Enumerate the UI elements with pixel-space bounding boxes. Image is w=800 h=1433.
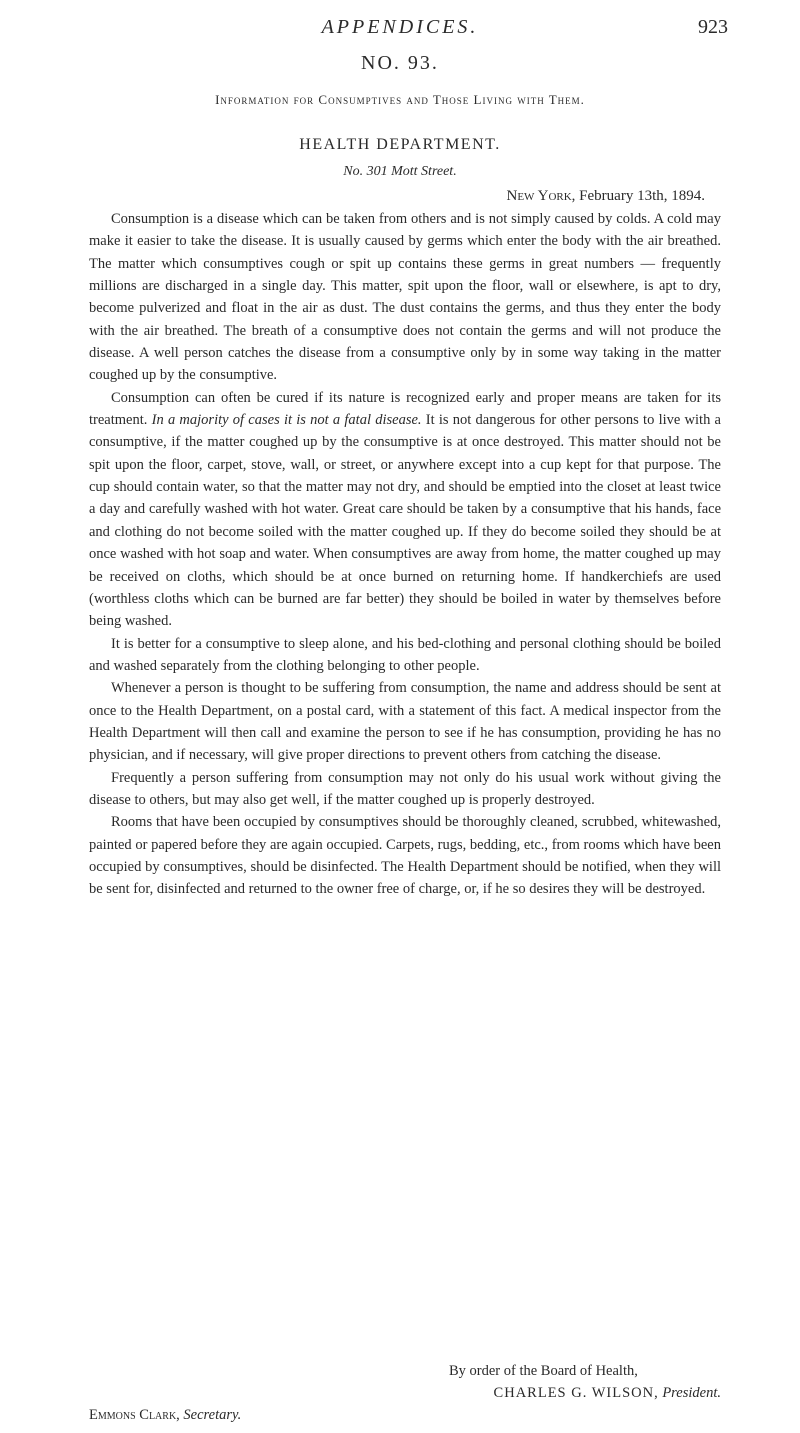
dateline-date: February 13th, 1894.: [579, 188, 705, 204]
body-text: [89, 208, 721, 901]
paragraph: Rooms that have been occupied by consumptives should be thoroughly cleaned, scrubbed, whitewashed, painted or papered before they are again occupied. Carpets, rugs, bedding, etc., from rooms which have been occupied by consumptives, should be disinfected. The Health Department should be notified, when they will be sent for, disinfected and returned to the owner free of charge, or, if he so desires they will be destroyed.: [89, 814, 721, 898]
document-number: NO. 93.: [361, 52, 439, 74]
department-heading: HEALTH DEPARTMENT.: [299, 136, 501, 153]
emphasis-text: In a majority of cases it is not a fatal disease.: [151, 412, 422, 429]
page-number: 923: [698, 16, 728, 38]
paragraph: Whenever a person is thought to be suffering from consumption, the name and address should be sent at once to the Health Department, on a postal card, with a statement of this fact. A medical inspector from the Health Department will then call and examine the person to see if he has consumption, providing he has no physician, and if necessary, will give proper directions to prevent others from catching the disease.: [89, 680, 721, 764]
paragraph: It is better for a consumptive to sleep alone, and his bed-clothing and personal clothing should be boiled and washed separately from the clothing belonging to other people.: [89, 635, 721, 674]
signoff: [89, 1360, 721, 1426]
document-title: Information for Consumptives and Those Living with Them.: [215, 92, 585, 107]
department-address: No. 301 Mott Street.: [343, 164, 457, 179]
president-line: [89, 1382, 721, 1404]
dateline: [506, 188, 705, 205]
paragraph-text: It is not dangerous for other persons to live with a consumptive, if the matter coughed up by the consumptive is at once destroyed. This matter should not be spit upon the floor, carpet, stove, wall, or street, or anywhere except into a cup kept for that purpose. The cup should contain water, so that the matter may not dry, and should be emptied into the closet at least twice a day and carefully washed with hot water. Great care should be taken by a consumptive that his hands, face and clothing do not become soiled with the matter coughed up. If they do become soiled they should be at once washed with hot soap and water. When consumptives are away from home, the matter coughed up may be received on cloths, which should be at once burned on returning home. If handkerchiefs are used (worthless cloths which can be burned are far better) they should be boiled in water by themselves before being washed.: [89, 412, 721, 630]
paragraph: [89, 387, 721, 633]
president-title: President.: [662, 1385, 721, 1401]
secretary-line: [89, 1404, 721, 1426]
secretary-title: Secretary.: [183, 1407, 242, 1423]
running-title: APPENDICES.: [321, 16, 479, 38]
secretary-name: Emmons Clark,: [89, 1407, 180, 1423]
paragraph-text: Consumption can often be cured if its nature is recognized early and proper means are taken for its treatment.: [89, 389, 721, 429]
paragraph: Frequently a person suffering from consumption may not only do his usual work without giving the disease to others, but may also get well, if the matter coughed up is properly destroyed.: [89, 769, 721, 808]
president-name: CHARLES G. WILSON,: [493, 1385, 659, 1401]
paragraph: Consumption is a disease which can be taken from others and is not simply caused by colds. A cold may make it easier to take the disease. It is usually caused by germs which enter the body with the air breathed. The matter which consumptives cough or spit up contains these germs in great numbers — frequently millions are discharged in a single day. This matter, spit upon the floor, wall or elsewhere, is apt to dry, become pulverized and float in the air as dust. The dust contains the germs, and thus they enter the body with the air breathed. The breath of a consumptive does not contain the germs and will not produce the disease. A well person catches the disease from a consumptive only by in some way taking in the matter coughed up by the consumptive.: [89, 211, 721, 384]
running-head: [0, 16, 800, 46]
dateline-city: New York,: [506, 188, 576, 204]
by-order-line: By order of the Board of Health,: [449, 1363, 638, 1379]
